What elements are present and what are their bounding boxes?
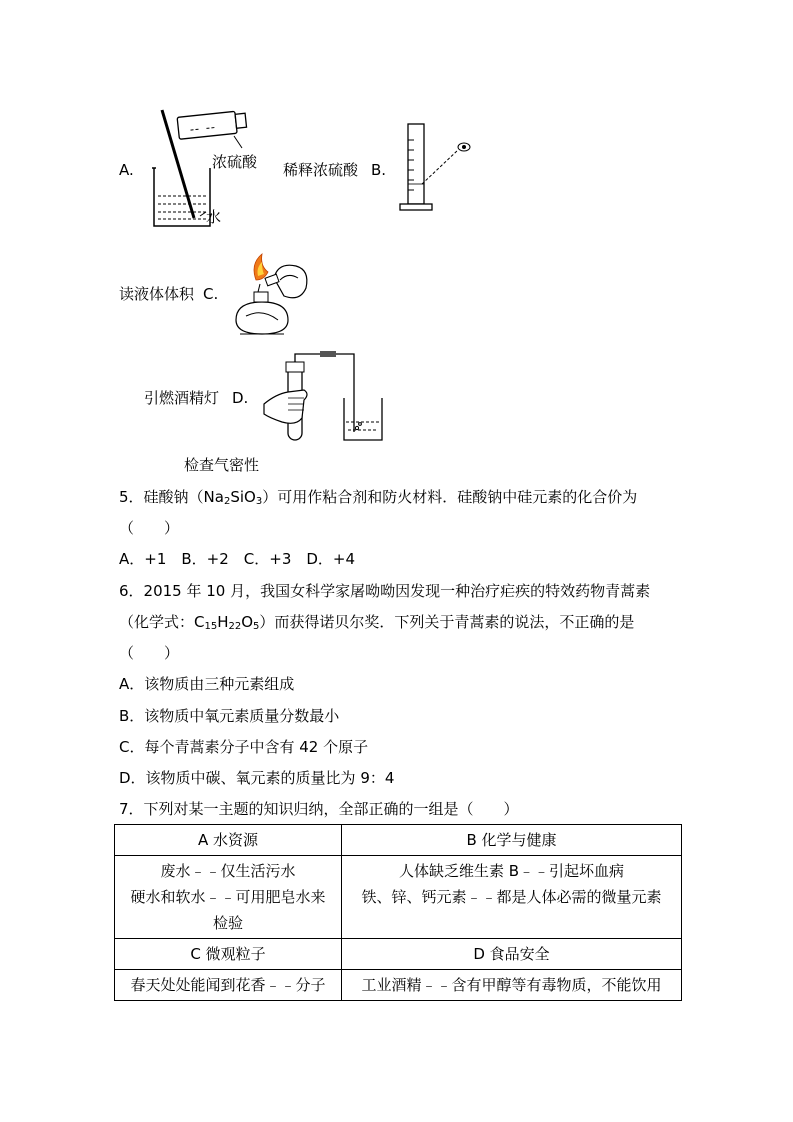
concentrated-acid-label: 浓硫酸 [212, 153, 258, 171]
q5-paren: （ ） [119, 519, 180, 537]
header-b: B 化学与健康 [342, 825, 682, 856]
header-c: C 微观粒子 [115, 939, 342, 970]
water-label: 水 [206, 208, 222, 226]
cell-d: 工业酒精﹣﹣含有甲醇等有毒物质，不能饮用 [342, 970, 682, 1001]
q5-options: A．+1 B．+2 C．+3 D．+4 [119, 550, 356, 568]
cell-c: 春天处处能闻到花香﹣﹣分子 [115, 970, 342, 1001]
header-d: D 食品安全 [342, 939, 682, 970]
table-row [115, 856, 682, 939]
header-a: A 水资源 [115, 825, 342, 856]
caption-c: 引燃酒精灯 [144, 389, 220, 407]
cell-a: 废水﹣﹣仅生活污水 硬水和软水﹣﹣可用肥皂水来 检验 [115, 856, 342, 939]
airtightness-check-diagram [262, 348, 392, 446]
q6-option-c: C．每个青蒿素分子中含有 42 个原子 [119, 738, 369, 756]
option-c-label: C. [203, 285, 219, 303]
table-row [115, 970, 682, 1001]
table-row [115, 825, 682, 856]
q6-option-d: D．该物质中碳、氧元素的质量比为 9：4 [119, 769, 395, 787]
q5-stem: 5．硅酸钠$(Na_2SiO_3)$可用作粘合剂和防火材料．硅酸钠中硅元素的化合价为 [119, 488, 638, 507]
alcohol-lamp-diagram [226, 250, 316, 340]
option-a-label: A. [119, 161, 134, 179]
caption-d: 检查气密性 [184, 456, 260, 474]
option-b-label: B. [371, 161, 387, 179]
cell-b: 人体缺乏维生素 B﹣﹣引起坏血病 铁、锌、钙元素﹣﹣都是人体必需的微量元素 [342, 856, 682, 939]
option-d-label: D. [232, 389, 249, 407]
q6-paren: （ ） [119, 644, 180, 662]
table-row [115, 939, 682, 970]
q6-option-b: B．该物质中氧元素质量分数最小 [119, 707, 340, 725]
knowledge-table [114, 824, 682, 1001]
caption-b: 读液体体积 [119, 285, 195, 303]
graduated-cylinder-diagram [398, 120, 474, 214]
q6-stem-line1: 6．2015 年 10 月，我国女科学家屠呦呦因发现一种治疗疟疾的特效药物青蒿素 [119, 582, 651, 600]
caption-a: 稀释浓硫酸 [283, 161, 359, 179]
q6-stem-line2: （化学式：$C_{15}H_{22}O_5$）而获得诺贝尔奖．下列关于青蒿素的说法，不正确的是 [119, 613, 635, 632]
q7-stem: 7．下列对某一主题的知识归纳，全部正确的一组是（ ） [119, 800, 519, 818]
q6-option-a: A．该物质由三种元素组成 [119, 675, 295, 693]
